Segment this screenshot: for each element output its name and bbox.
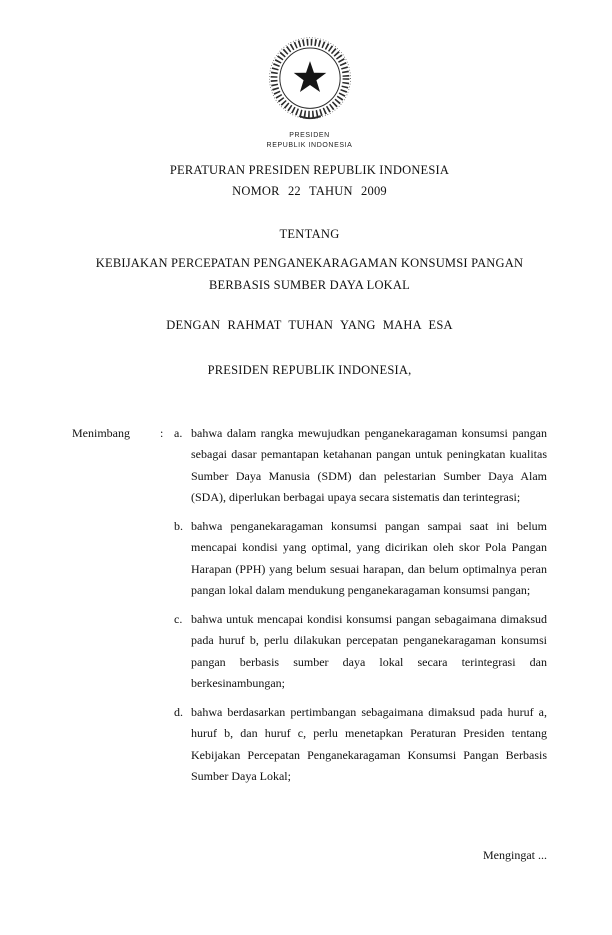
consideration-item <box>174 609 547 695</box>
item-text: bahwa penganekaragaman konsumsi pangan sampai saat ini belum mencapai kondisi yang optimal, yang dicirikan oleh skor Pola Pangan Harapan (PPH) yang belum sesuai harapan, dan belum optimalnya peran pangan lokal dalam mendukung penganekaragaman konsumsi pangan; <box>191 518 547 598</box>
consideration-item <box>174 702 547 788</box>
item-letter: d. <box>174 704 183 719</box>
document-heading <box>72 163 547 199</box>
presidential-seal-icon <box>265 36 355 124</box>
item-letter: c. <box>174 611 183 626</box>
document-number: NOMOR 22 TAHUN 2009 <box>232 183 387 198</box>
seal-label <box>72 131 547 151</box>
issuer-line: PRESIDEN REPUBLIK INDONESIA, <box>207 362 412 377</box>
menimbang-items <box>174 423 547 788</box>
subject-line-2: BERBASIS SUMBER DAYA LOKAL <box>209 277 410 292</box>
item-letter: b. <box>174 518 183 533</box>
item-text: bahwa dalam rangka mewujudkan penganekaragaman konsumsi pangan sebagai dasar pemantapan ketahanan pangan untuk peningkatan kualitas Sumber Daya Manusia (SDM) dan pelestarian Sumber Daya Alam (SDA), diperlukan berbagai upaya secara sistematis dan terintegrasi; <box>191 425 547 505</box>
document-title: PERATURAN PRESIDEN REPUBLIK INDONESIA <box>169 162 450 177</box>
seal-label-republik-indonesia: REPUBLIK INDONESIA <box>266 141 353 149</box>
item-text: bahwa untuk mencapai kondisi konsumsi pangan sebagaimana dimaksud pada huruf b, perlu dilakukan percepatan penganekaragaman konsumsi pangan berbasis sumber daya lokal secara terintegrasi dan berkesinambungan; <box>191 611 547 691</box>
star-icon <box>293 61 326 92</box>
subject-line-1: KEBIJAKAN PERCEPATAN PENGANEKARAGAMAN KONSUMSI PANGAN <box>95 255 524 270</box>
consideration-item <box>174 516 547 602</box>
document-subject <box>72 252 547 296</box>
menimbang-section <box>72 423 547 788</box>
catchword: Mengingat ... <box>483 848 547 862</box>
tentang-label: TENTANG <box>279 226 340 241</box>
menimbang-label: Menimbang <box>72 425 130 440</box>
consideration-item <box>174 423 547 509</box>
seal-label-presiden: PRESIDEN <box>289 132 330 139</box>
item-letter: a. <box>174 425 183 440</box>
seal-ribbon-icon <box>299 116 321 118</box>
item-text: bahwa berdasarkan pertimbangan sebagaimana dimaksud pada huruf a, huruf b, dan huruf c, perlu menetapkan Peraturan Presiden tentang Kebijakan Percepatan Penganekaragaman Konsumsi Pangan Berbasis Sumber Daya Lokal; <box>191 704 547 784</box>
menimbang-colon: : <box>160 425 164 440</box>
invocation-line: DENGAN RAHMAT TUHAN YANG MAHA ESA <box>166 317 453 332</box>
presidential-seal <box>72 36 547 151</box>
